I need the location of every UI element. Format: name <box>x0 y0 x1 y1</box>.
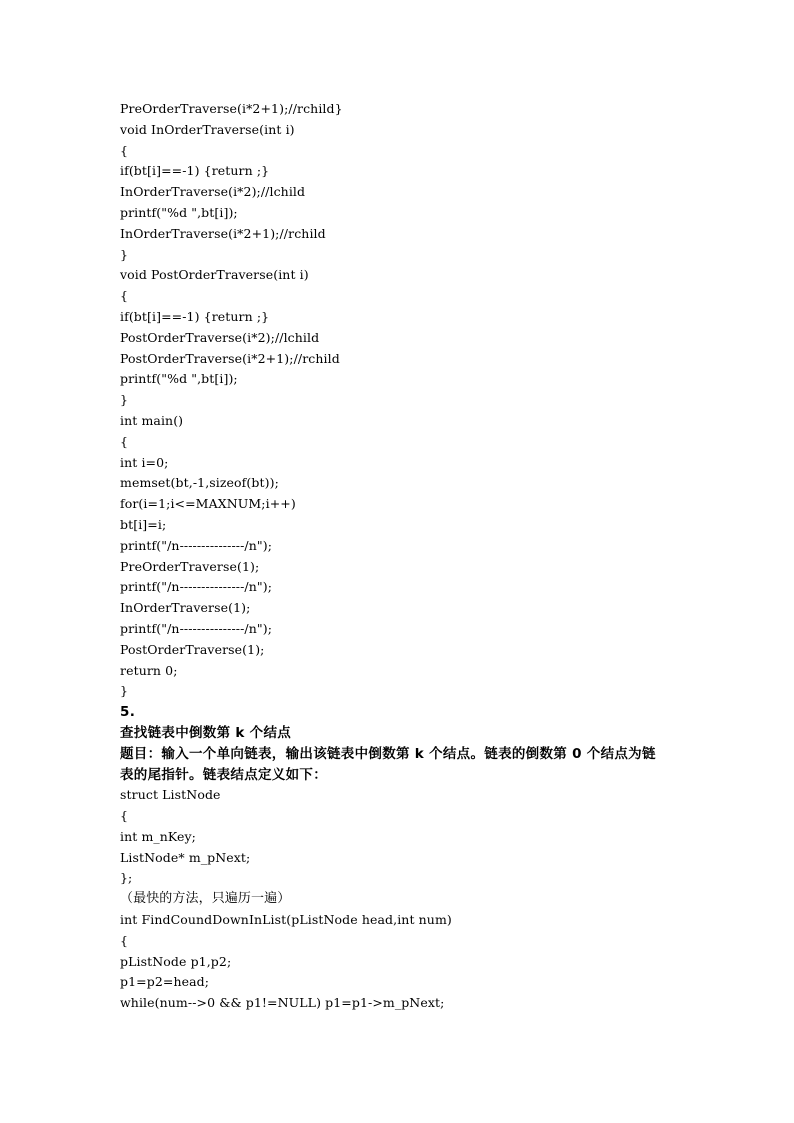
section-number: 5. <box>120 704 136 721</box>
code-line: struct ListNode <box>120 787 221 803</box>
code-line: PostOrderTraverse(i*2+1);//rchild <box>120 350 340 366</box>
code-line: } <box>120 246 129 262</box>
section-title: 查找链表中倒数第 k 个结点 <box>120 724 292 741</box>
problem-statement: 表的尾指针。链表结点定义如下： <box>120 766 327 783</box>
code-line: printf("%d ",bt[i]); <box>120 204 238 220</box>
code-line: }; <box>120 870 133 886</box>
code-line: int main() <box>120 412 184 428</box>
code-line: printf("/n---------------/n"); <box>120 620 273 636</box>
code-line: for(i=1;i<=MAXNUM;i++) <box>120 496 296 512</box>
code-line: } <box>120 683 129 699</box>
code-line: int FindCoundDownInList(pListNode head,int num) <box>120 912 452 928</box>
code-line: { <box>120 142 129 158</box>
code-line: PreOrderTraverse(1); <box>120 558 260 574</box>
code-line: InOrderTraverse(1); <box>120 600 251 616</box>
code-line: int m_nKey; <box>120 828 196 844</box>
code-line: if(bt[i]==-1) {return ;} <box>120 308 270 324</box>
code-line: } <box>120 392 129 408</box>
code-line: printf("%d ",bt[i]); <box>120 371 238 387</box>
problem-statement: 题目：输入一个单向链表，输出该链表中倒数第 k 个结点。链表的倒数第 0 个结点为链 <box>120 745 656 762</box>
code-line: InOrderTraverse(i*2+1);//rchild <box>120 225 326 241</box>
document-page <box>120 99 680 1014</box>
code-line: printf("/n---------------/n"); <box>120 579 273 595</box>
code-line: int i=0; <box>120 454 169 470</box>
code-line: return 0; <box>120 662 178 678</box>
code-line: PostOrderTraverse(i*2);//lchild <box>120 329 320 345</box>
code-line: void PostOrderTraverse(int i) <box>120 267 309 283</box>
code-line: { <box>120 808 129 824</box>
code-line: if(bt[i]==-1) {return ;} <box>120 163 270 179</box>
code-line: pListNode p1,p2; <box>120 953 232 969</box>
code-line: { <box>120 288 129 304</box>
code-line: void InOrderTraverse(int i) <box>120 121 295 137</box>
code-line: ListNode* m_pNext; <box>120 849 251 865</box>
code-line: while(num-->0 && p1!=NULL) p1=p1->m_pNext; <box>120 995 445 1011</box>
code-line: PreOrderTraverse(i*2+1);//rchild} <box>120 101 343 116</box>
code-line: p1=p2=head; <box>120 974 210 990</box>
code-line: { <box>120 932 129 948</box>
code-line: memset(bt,-1,sizeof(bt)); <box>120 475 279 491</box>
method-note: （最快的方法，只遍历一遍） <box>120 891 291 907</box>
code-line: bt[i]=i; <box>120 516 167 532</box>
code-line: InOrderTraverse(i*2);//lchild <box>120 184 306 200</box>
code-line: printf("/n---------------/n"); <box>120 537 273 553</box>
code-line: PostOrderTraverse(1); <box>120 641 265 657</box>
code-line: { <box>120 433 129 449</box>
